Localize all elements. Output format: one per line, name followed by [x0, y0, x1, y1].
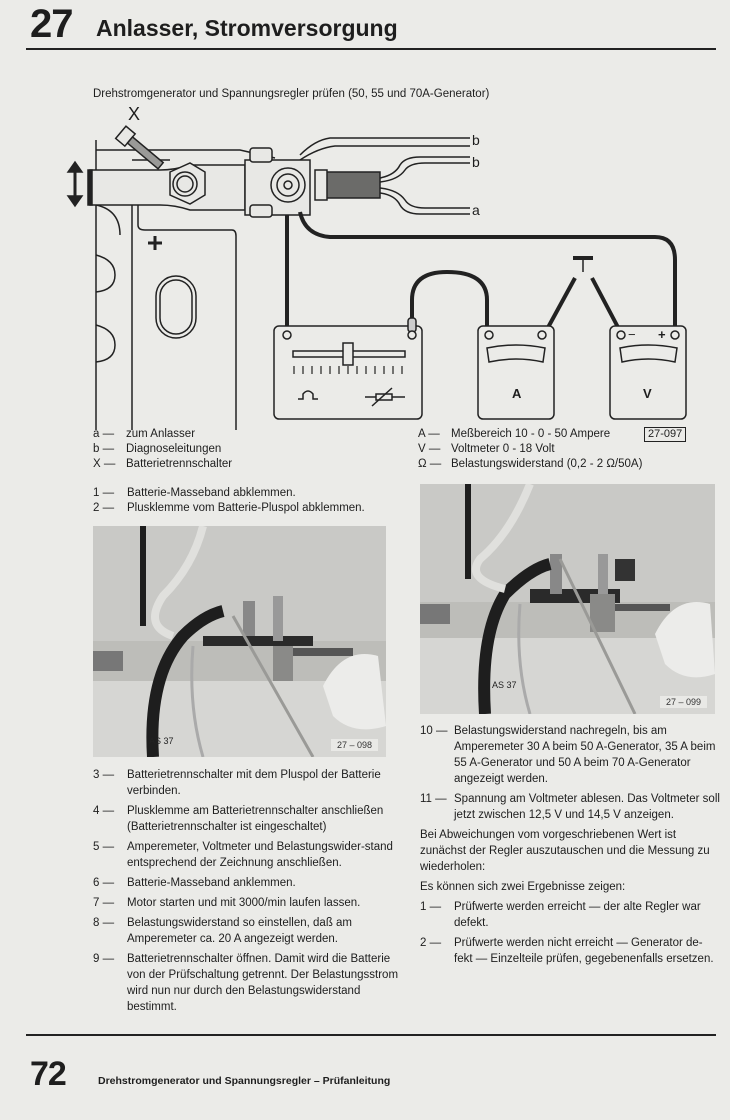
step-item: 3 — Batterietrennschalter mit dem Pluspol der Batterie verbinden.	[93, 769, 381, 797]
step-item: 7 — Motor starten und mit 3000/min laufen lassen.	[93, 897, 361, 909]
photo-mark: AS 37	[492, 680, 517, 690]
footer-title: Drehstromgenerator und Spannungsregler – Prüfanleitung	[98, 1075, 391, 1087]
step-item: 8 — Belastungswiderstand so einstellen, daß am Amperemeter ca. 20 A angezeigt werden.	[93, 917, 353, 945]
chapter-title: Anlasser, Stromversorgung	[96, 15, 398, 41]
result-item: 2 — Prüfwerte werden nicht erreicht — Generator de-fekt — Einzelteile prüfen, gegebenenfalls ersetzen.	[420, 937, 714, 965]
voltmeter-minus-label: −	[628, 327, 636, 342]
footer-divider	[26, 1034, 716, 1036]
wiring-diagram	[60, 100, 700, 430]
step-item: 1 — Batterie-Masseband abklemmen.	[93, 487, 296, 499]
legend-item: A — Meßbereich 10 - 0 - 50 Ampere	[418, 428, 611, 440]
legend-item: Ω — Belastungswiderstand (0,2 - 2 Ω/50A)	[418, 458, 643, 470]
header-divider	[26, 48, 716, 50]
steps-intro	[93, 486, 403, 516]
ammeter-label: A	[512, 386, 522, 401]
step-item: 6 — Batterie-Masseband anklemmen.	[93, 877, 296, 889]
photo-caption: 27 – 099	[660, 696, 707, 708]
legend-item: b — Diagnoseleitungen	[93, 443, 222, 455]
photo-caption: 27 – 098	[331, 739, 378, 751]
label-x: X	[128, 104, 141, 124]
results-intro: Es können sich zwei Ergebnisse zeigen:	[420, 881, 626, 893]
chapter-number: 27	[30, 2, 73, 46]
steps-left	[93, 767, 399, 1015]
legend-left	[93, 427, 232, 472]
voltmeter-label: V	[643, 386, 652, 401]
legend-item: a — zum Anlasser	[93, 428, 196, 440]
step-item: 5 — Amperemeter, Voltmeter und Belastungswider-stand entsprechend der Zeichnung anschließen.	[93, 841, 393, 869]
deviation-note: Bei Abweichungen vom vorgeschriebenen Wert ist zunächst der Regler auszutauschen und die Messung zu wiederholen:	[420, 829, 710, 873]
legend-item: V — Voltmeter 0 - 18 Volt	[418, 443, 555, 455]
voltmeter-plus-label: +	[658, 327, 666, 342]
step-item: 9 — Batterietrennschalter öffnen. Damit wird die Batterie von der Prüfschaltung getrennt. Der Belastungsstrom wird nun nur durch den Belastungswiderstand bestimmt.	[93, 953, 399, 1013]
step-item: 4 — Plusklemme am Batterietrennschalter anschließen (Batterietrennschalter ist eingeschaltet)	[93, 805, 384, 833]
label-b-1: b	[472, 132, 480, 148]
section-subtitle: Drehstromgenerator und Spannungsregler prüfen (50, 55 und 70A-Generator)	[93, 88, 490, 100]
legend-right	[418, 427, 642, 472]
result-item: 1 — Prüfwerte werden erreicht — der alte Regler war defekt.	[420, 901, 701, 929]
photo-027-098	[93, 526, 386, 757]
figure-reference: 27-097	[644, 427, 686, 442]
step-item: 11 — Spannung am Voltmeter ablesen. Das Voltmeter soll jetzt zwischen 12,5 V und 14,5 V anzeigen.	[420, 793, 720, 821]
photo-027-099	[420, 484, 715, 714]
photo-mark: AS 37	[149, 736, 174, 746]
label-a: a	[472, 202, 480, 218]
steps-right	[420, 723, 720, 967]
step-item: 2 — Plusklemme vom Batterie-Pluspol abklemmen.	[93, 502, 365, 514]
legend-item: X — Batterietrennschalter	[93, 458, 233, 470]
label-b-2: b	[472, 154, 480, 170]
step-item: 10 — Belastungswiderstand nachregeln, bis am Amperemeter 30 A beim 50 A-Generator, 35 A beim 55 A-Generator und 50 A beim 70 A-Generator angezeigt werden.	[420, 725, 716, 785]
page-number: 72	[30, 1055, 66, 1093]
